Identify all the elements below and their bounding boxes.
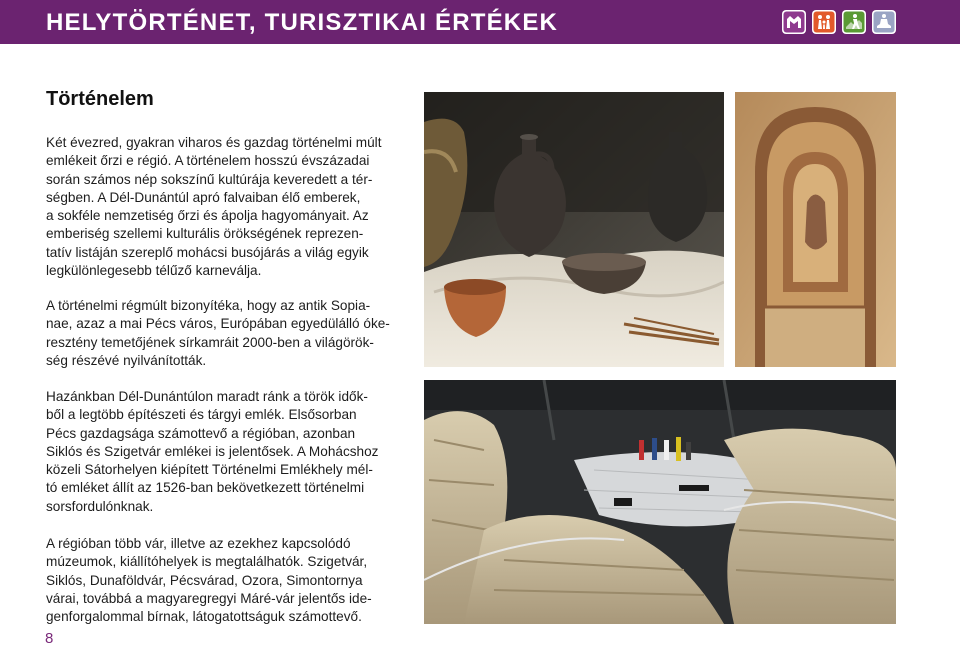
text-line: tatív listáján szereplő mohácsi busójárás a világ egyik bbox=[46, 244, 369, 260]
text-line: genforgalommal bírnak, látogatottságuk számottevő. bbox=[46, 609, 362, 625]
hiking-icon[interactable] bbox=[842, 10, 866, 34]
text-line: legkülönlegesebb télűző karneválja. bbox=[46, 263, 262, 279]
text-line: Hazánkban Dél-Dunántúlon maradt ránk a török idők- bbox=[46, 389, 368, 404]
paragraph-castles bbox=[46, 535, 392, 626]
text-line: ből a legtöbb építészeti és tárgyi emlék. Elsősorban bbox=[46, 407, 357, 423]
family-icon[interactable] bbox=[812, 10, 836, 34]
paragraph-history-intro bbox=[46, 134, 392, 280]
text-line: Két évezred, gyakran viharos és gazdag történelmi múlt bbox=[46, 135, 382, 150]
text-line: A régióban több vár, illetve az ezekhez kapcsolódó bbox=[46, 536, 351, 551]
text-line: Siklós, Dunaföldvár, Pécsvárad, Ozora, Simontornya bbox=[46, 572, 363, 588]
ruins-excavation-photo bbox=[424, 380, 896, 624]
text-line: Pécs gazdagsága számottevő a régióban, azonban bbox=[46, 425, 356, 441]
text-line: tó emléket állít az 1526-ban bekövetkezett történelmi bbox=[46, 480, 365, 496]
page-header-title: HELYTÖRTÉNET, TURISZTIKAI ÉRTÉKEK bbox=[46, 9, 559, 36]
text-line: múzeumok, kiállítóhelyek is megtalálhatók. Szigetvár, bbox=[46, 554, 368, 570]
pottery-photo bbox=[424, 92, 724, 367]
header-bar bbox=[0, 0, 960, 44]
text-line: resztény temetőjének sírkamráit 2000-ben a világörök- bbox=[46, 334, 374, 350]
text-line: emberiség szellemi kulturális örökségének reprezen- bbox=[46, 226, 364, 242]
text-line: sorsfordulónknak. bbox=[46, 498, 154, 514]
page-number: 8 bbox=[45, 630, 54, 647]
text-line: emlékeit őrzi e régió. A történelem hosszú évszázadai bbox=[46, 153, 370, 169]
text-line: közeli Sátorhelyen kiépített Történelmi Emlékhely mél- bbox=[46, 462, 373, 478]
section-title: Történelem bbox=[46, 88, 154, 110]
text-line: ségben. A Dél-Dunántúl apró falvaiban élő emberek, bbox=[46, 189, 361, 205]
text-line: a sokféle nemzetiség őrzi és ápolja hagyományait. Az bbox=[46, 208, 369, 224]
text-line: A történelmi régmúlt bizonyítéka, hogy az antik Sopia- bbox=[46, 298, 371, 313]
fresco-photo bbox=[735, 92, 896, 367]
text-line: várai, továbbá a magyaregregyi Máré-vár jelentős ide- bbox=[46, 590, 372, 606]
wellness-icon[interactable] bbox=[872, 10, 896, 34]
paragraph-sopianae bbox=[46, 297, 392, 370]
text-line: Siklós és Szigetvár emlékei is jelentősek. A Mohácshoz bbox=[46, 443, 379, 459]
museum-icon[interactable] bbox=[782, 10, 806, 34]
text-line: nae, azaz a mai Pécs város, Európában egyedülálló óke- bbox=[46, 316, 390, 332]
text-line: során számos nép sokszínű kultúrája keveredett a tér- bbox=[46, 171, 373, 187]
text-line: ség részévé nyilvánították. bbox=[46, 352, 207, 368]
paragraph-ottoman-heritage bbox=[46, 388, 392, 516]
